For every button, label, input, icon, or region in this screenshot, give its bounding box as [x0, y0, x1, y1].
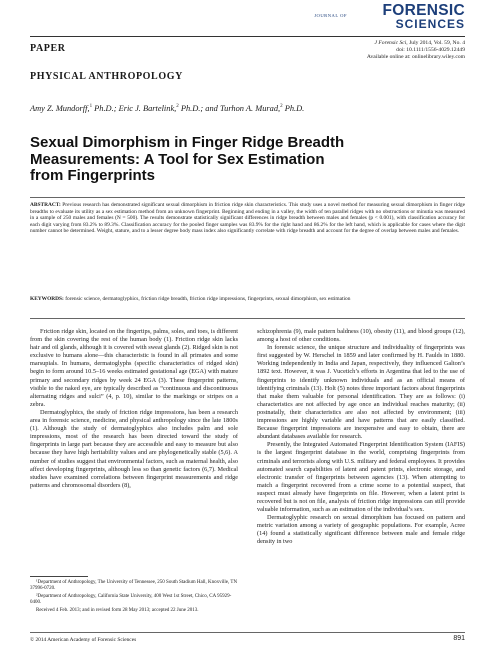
body-column-right [257, 328, 465, 547]
availability-line: Available online at: onlinelibrary.wiley.com [366, 54, 465, 60]
body-paragraph: Friction ridge skin, located on the fingertips, palms, soles, and toes, is different from the skin covering the rest of the human body (1). Friction ridge skin lacks hair and oil glands, although it is covered with sweat glands (2). Ridged skin is not exclusive to humans alone—this characteristic is found in all primates and some marsupials. In humans, dermatoglyphs (specific characteristics of ridged skin) begin to form around 10.5–16 weeks estimated gestational age (EGA) with mature primary and secondary ridges by week 24 EGA (3). These fingerprint patterns, visible to the naked eye, are typically described as “continuous and discontinuous alternating ridges and sulci” (4, p. 10), similar to the markings or stripes on a zebra. [30, 328, 238, 408]
body-paragraph: In forensic science, the unique structure and individuality of fingerprints was first suggested by W. Herschel in 1859 and later confirmed by H. Faulds in 1880. Working independently in India and Japan, respectively, they influenced Galton’s 1892 text. However, it was J. Vucetich’s efforts in Argentina that led to the use of fingerprints to identify unknown individuals and as an official means of identifying criminals (13). Holt (5) notes three important factors about fingerprints that make them valuable for personal identification. They are as follows: (i) characteristics are not affected by age once an individual reaches maturity; (ii) postnatally, their characteristics are also not affected by environment; (iii) impressions are highly variable and have patterns that are easily classified. Because fingerprint impressions are inexpensive and easy to obtain, there are abundant databases available for research. [257, 344, 465, 441]
body-paragraph: Presently, the Integrated Automated Fingerprint Identification System (IAFIS) is the largest fingerprint database in the world, comprising fingerprints from criminals and terrorists along with U.S. military and federal employees. It provides automated search capabilities of latent and patent prints, electronic storage, and electronic transfer of fingerprints between agencies (13). When attempting to match a fingerprint recovered from a crime scene to a potential suspect, that suspect must already have fingerprints on file. However, when a latent print is recovered but is not on file, analysis of friction ridge impressions can still provide valuable information, such as an estimation of the individual’s sex. [257, 441, 465, 514]
footnote: ¹Department of Anthropology, The University of Tennessee, 250 South Stadium Hall, Knoxville, TN 37996-0720. [30, 580, 238, 592]
masthead-sciences: SCIENCES [395, 17, 465, 31]
author-degree: Ph.D.; [92, 104, 119, 113]
author-name: Eric J. Bartelink, [118, 104, 177, 113]
doi-line: doi: 10.1111/1556-4029.12449 [396, 47, 465, 53]
author-affiliation: 2 [176, 104, 179, 110]
abstract [30, 202, 465, 235]
article-type: PAPER [30, 43, 66, 54]
abstract-label: ABSTRACT: [30, 202, 61, 208]
author-degree: Ph.D.; and [178, 104, 220, 113]
citation-journal: J Forensic Sci [374, 40, 407, 46]
author-affiliation: 1 [89, 104, 93, 110]
body-column-left [30, 328, 238, 490]
keywords [30, 296, 465, 303]
footer-rule [30, 632, 465, 633]
author-list [30, 104, 304, 113]
footnote-rule [30, 576, 88, 577]
citation-block [367, 40, 465, 61]
abstract-text: Previous research has demonstrated significant sexual dimorphism in friction ridge skin characteristics. This study uses a novel method for measuring sexual dimorphism in finger ridge breadths to evaluate its utility as a sex estimation method from an unknown fingerprint. Beginning and ending in a valley, the width of ten parallel ridges with no obstructions or minutia was measured in a sample of 250 males and females (N = 500). The results demonstrate statistically significant differences in ridge breadth between males and females (p < 0.001), with classification accuracy for each digit varying from 83.2% to 89.3%. Classification accuracy for the pooled finger samples was 83.9% for the right hand and 86.2% for the left hand, which is applicable for cases where the digit number cannot be determined. Weight, stature, and to a lesser degree body mass index also significantly correlate with ridge breadth and account for the degree of overlap between males and females. [30, 202, 465, 235]
keywords-text: forensic science, dermatoglyphics, friction ridge breadth, friction ridge impressions, fingerprints, sexual dimorphism, sex estimation [63, 296, 351, 302]
author-name: Amy Z. Mundorff, [30, 104, 90, 113]
citation-volume: , July 2014, Vol. 59, No. 4 [406, 40, 465, 46]
keywords-rule [30, 318, 465, 319]
abstract-rule [30, 197, 465, 198]
footnote: Received 4 Feb. 2013; and in revised form 28 May 2013; accepted 22 June 2013. [36, 607, 199, 613]
journal-masthead [295, 4, 465, 34]
masthead-forensic: FORENSIC [382, 2, 465, 19]
header-rule [30, 36, 465, 37]
body-paragraph: schizophrenia (9), male pattern baldness (10), obesity (11), and blood groups (12), among a host of other conditions. [257, 328, 465, 344]
body-paragraph: Dermatoglyphics, the study of friction ridge impressions, has been a research area in forensic science, medicine, and physical anthropology since the late 1800s (1). Although the study of dermatoglyphics also includes palm and sole impressions, most of the research has been directed toward the study of fingerprints in large part because they are accessible and easy to measure but also because they have high heritability values and are phylogenetically stable (5,6). A number of studies suggest that environmental factors, such as maternal health, also affect developing fingerprints, although less so than genetic factors (6,7). Medical studies have examined correlations between fingerprint measurements and ridge patterns and chromosomal disorders (8), [30, 408, 238, 489]
author-name: Turhon A. Murad, [219, 104, 281, 113]
masthead-journal-of: JOURNAL OF [314, 13, 347, 18]
copyright: © 2014 American Academy of Forensic Sciences [30, 637, 137, 643]
body-paragraph: Dermatoglyphic research on sexual dimorphism has focused on pattern and metric variation among a variety of geographic populations. For example, Acree (14) found a statistically significant difference between male and female ridge density in two [257, 514, 465, 546]
footnote: ²Department of Anthropology, California State University, 400 West 1st Street, Chico, CA 95929-0400. [30, 593, 232, 606]
paper-title: Sexual Dimorphism in Finger Ridge Breadth Measurements: A Tool for Sex Estimation from Fingerprints [30, 134, 345, 184]
article-section: PHYSICAL ANTHROPOLOGY [30, 71, 183, 82]
author-degree: Ph.D. [282, 104, 305, 113]
footnotes [30, 580, 238, 616]
author-affiliation: 2 [280, 104, 283, 110]
page-number: 891 [453, 635, 465, 642]
citation-line [367, 40, 465, 47]
keywords-label: KEYWORDS: [30, 296, 64, 302]
